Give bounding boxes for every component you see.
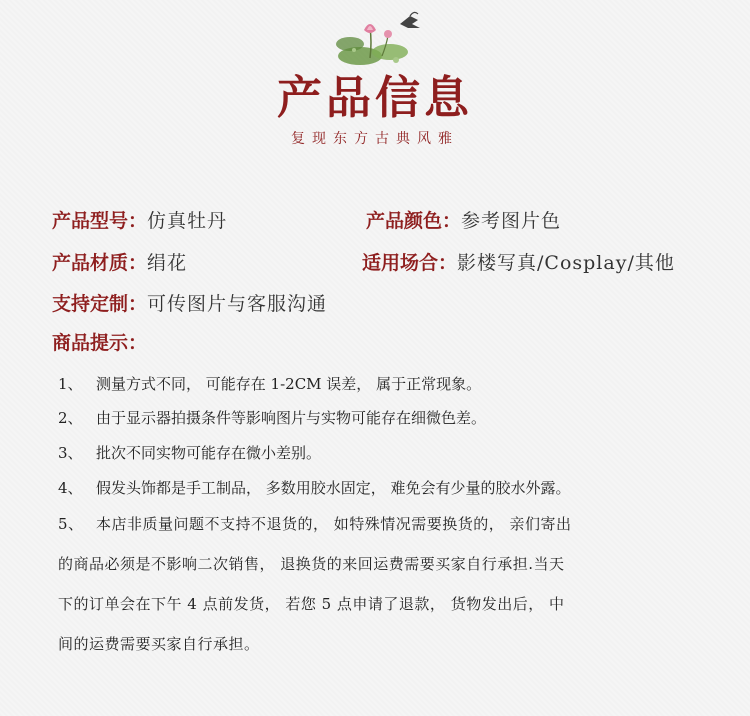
- note-item-2: [58, 408, 486, 428]
- color-row: [366, 208, 561, 234]
- page-title: 产品信息: [276, 71, 473, 124]
- note-text: 假发头饰都是手工制品， 多数用胶水固定， 难免会有少量的胶水外露。: [96, 479, 571, 497]
- tips-row: [52, 330, 147, 356]
- occasion-label: 适用场合：: [362, 252, 458, 274]
- note-number: 3、: [58, 444, 83, 462]
- note-item-4: [58, 478, 571, 498]
- note-number: 1、: [58, 375, 83, 393]
- note5-line-4: 间的运费需要买家自行承担。: [58, 635, 260, 653]
- model-row: [52, 208, 227, 234]
- note5-line-3: 下的订单会在下午 4 点前发货， 若您 5 点申请了退款， 货物发出后， 中: [58, 595, 565, 613]
- custom-value: 可传图片与客服沟通: [147, 293, 328, 315]
- note-text: 测量方式不同， 可能存在 1-2CM 误差， 属于正常现象。: [96, 375, 482, 393]
- note-text: 由于显示器拍摄条件等影响图片与实物可能存在细微色差。: [96, 409, 487, 427]
- color-value: 参考图片色: [461, 210, 562, 232]
- note-number: 2、: [58, 409, 83, 427]
- model-value: 仿真牡丹: [147, 210, 228, 232]
- note-item-1: [58, 374, 481, 394]
- note-item-5: [58, 514, 718, 674]
- note-number: 4、: [58, 479, 83, 497]
- lotus-bird-icon: [330, 6, 430, 78]
- page-subtitle: 复现东方古典风雅: [291, 131, 459, 147]
- tips-label: 商品提示：: [52, 332, 148, 354]
- note5-line-2: 的商品必须是不影响二次销售， 退换货的来回运费需要买家自行承担.当天: [58, 555, 565, 573]
- occasion-value: 影楼写真/Cosplay/其他: [457, 252, 675, 274]
- note5-line-1: [58, 514, 718, 554]
- note-item-3: [58, 443, 321, 463]
- custom-row: [52, 291, 327, 317]
- model-label: 产品型号：: [52, 210, 148, 232]
- note-text: 批次不同实物可能存在微小差别。: [96, 444, 322, 462]
- occasion-row: [362, 250, 675, 276]
- material-label: 产品材质：: [52, 252, 148, 274]
- note-number: 5、: [58, 515, 84, 533]
- material-value: 绢花: [147, 252, 188, 274]
- color-label: 产品颜色：: [366, 210, 462, 232]
- material-row: [52, 250, 187, 276]
- custom-label: 支持定制：: [52, 293, 148, 315]
- note5-text-1: 本店非质量问题不支持不退货的， 如特殊情况需要换货的， 亲们寄出: [96, 515, 572, 533]
